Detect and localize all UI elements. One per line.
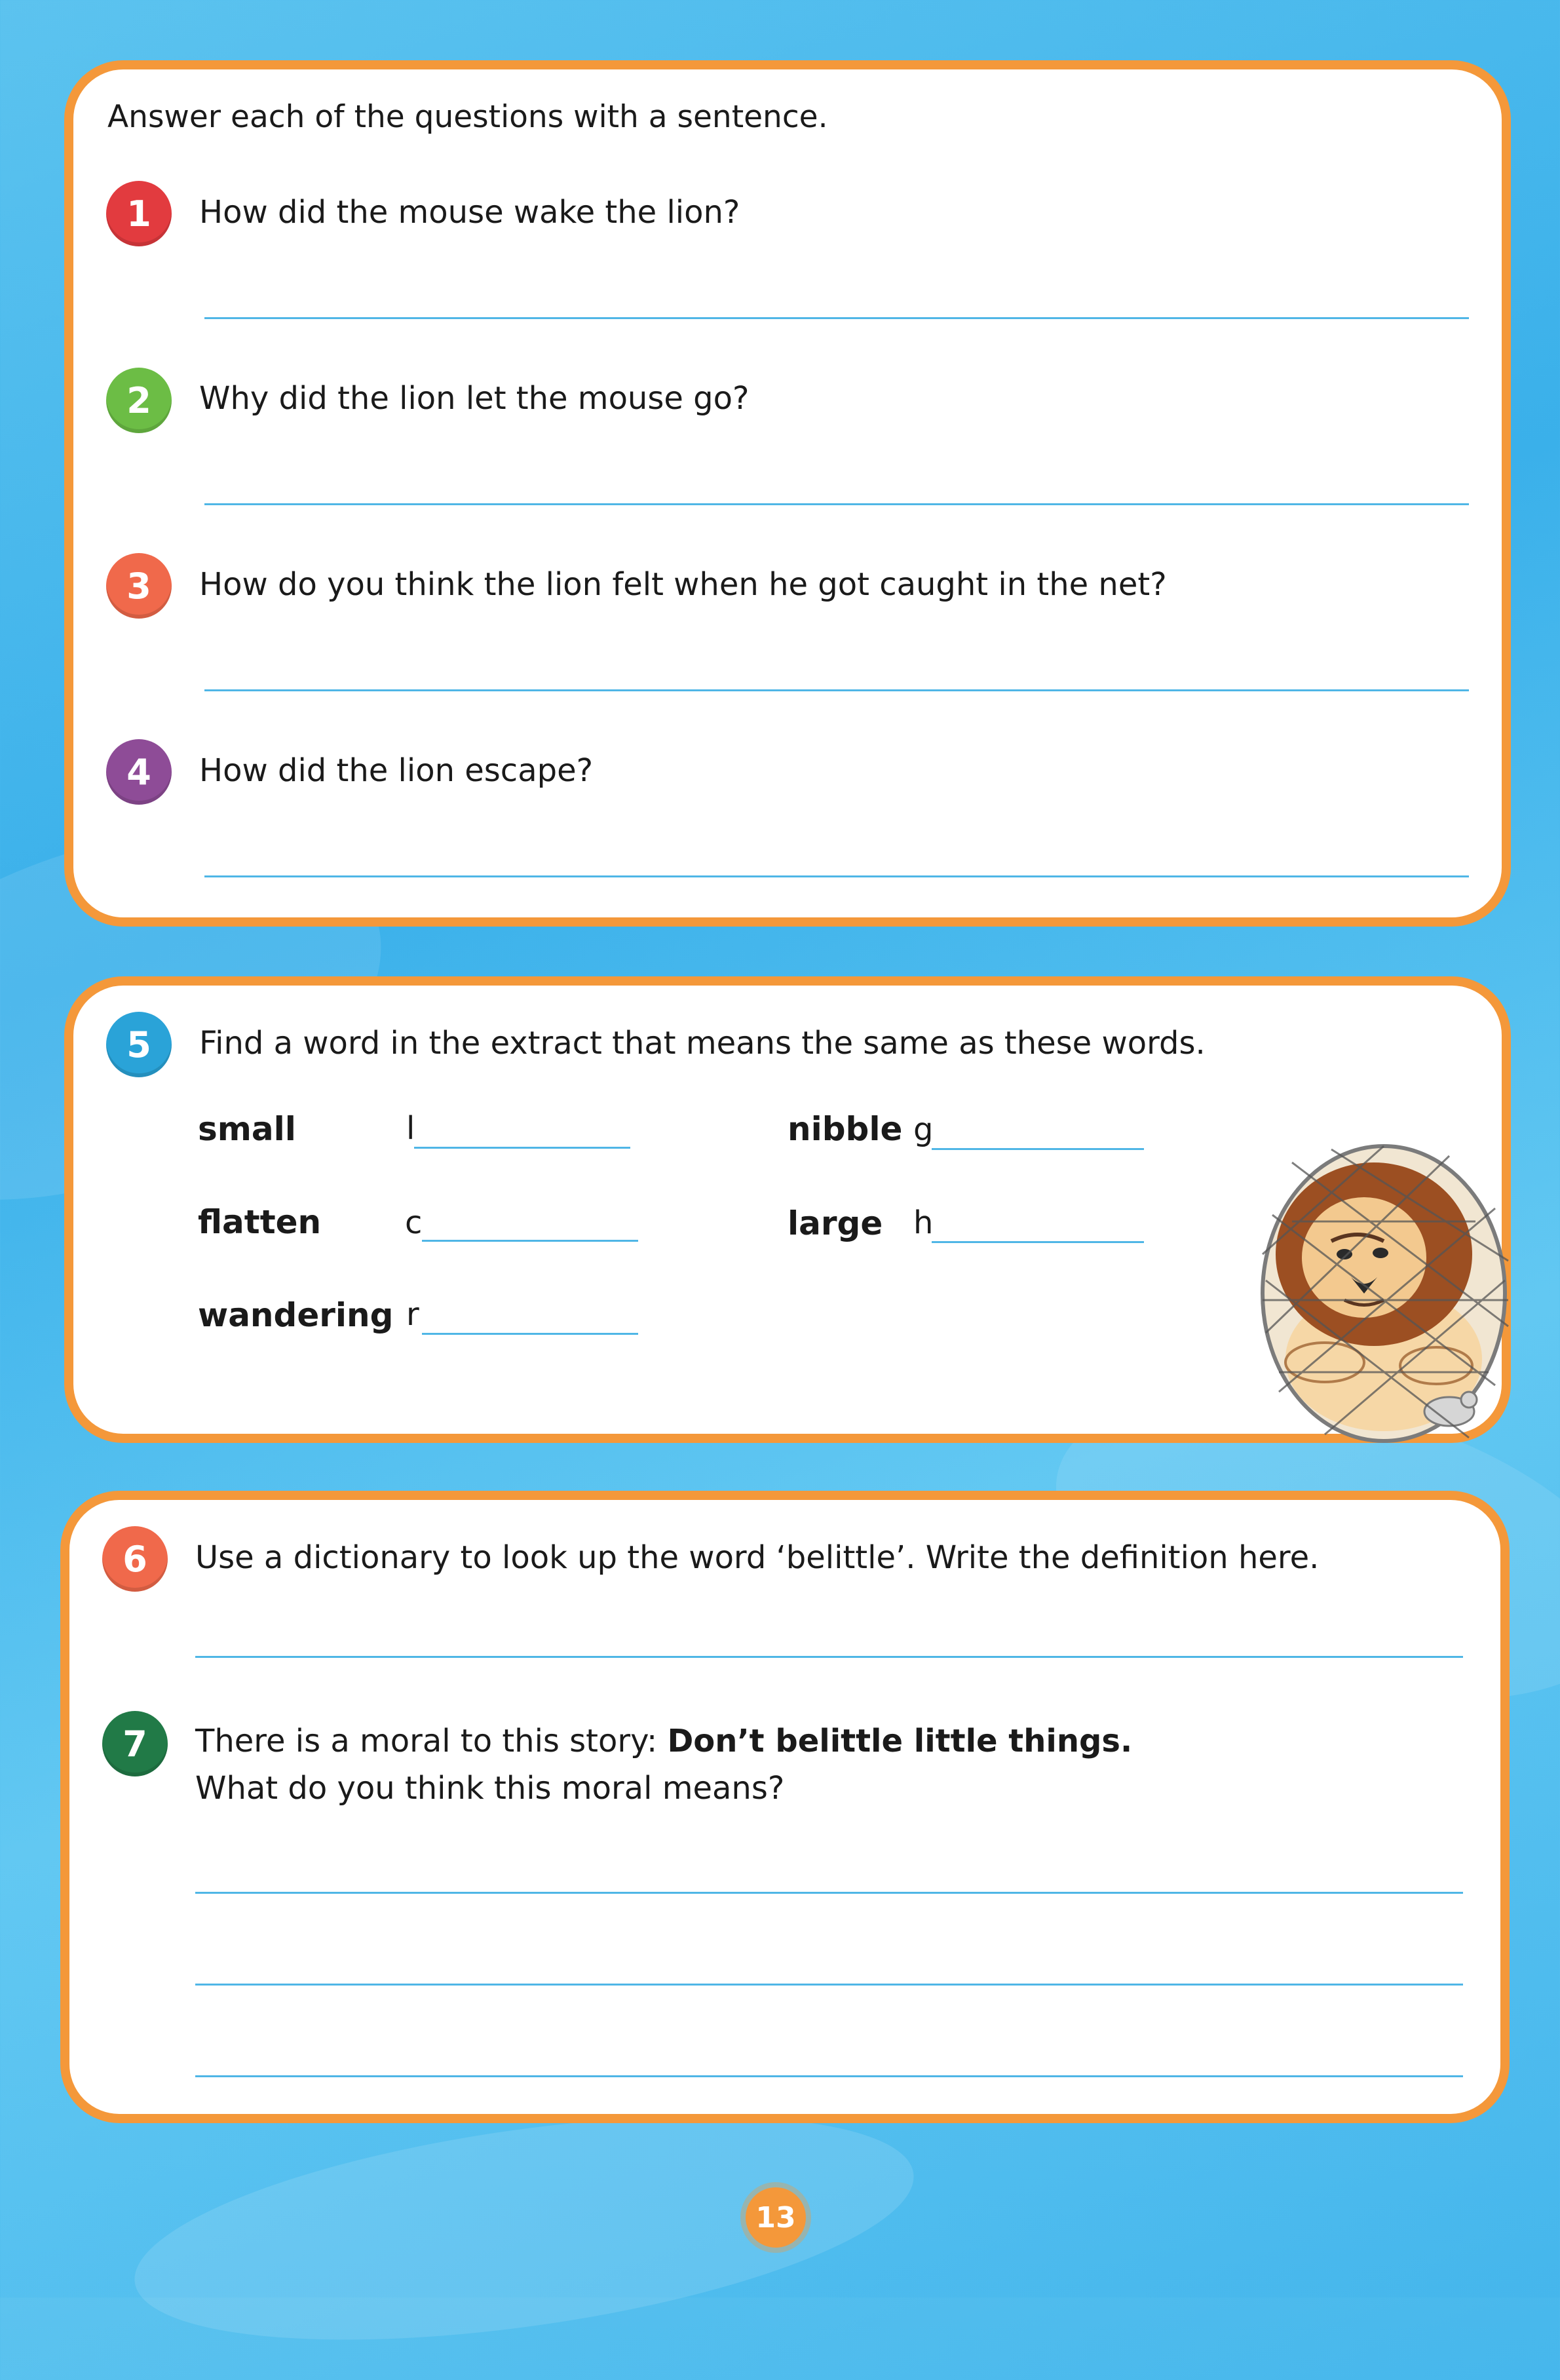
question-5-badge: 5: [106, 1012, 172, 1077]
answer-line-7c[interactable]: [195, 2075, 1463, 2077]
question-3-text: How do you think the lion felt when he got caught in the net?: [199, 566, 1167, 603]
answer-line-3[interactable]: [204, 689, 1469, 691]
questions-panel: [64, 60, 1511, 927]
question-4-badge: 4: [106, 739, 172, 805]
question-7-text: [195, 1718, 1132, 1812]
vocab-answer-line-large[interactable]: [932, 1241, 1144, 1243]
question-7-intro: There is a moral to this story:: [195, 1723, 668, 1759]
answer-line-1[interactable]: [204, 317, 1469, 319]
answer-line-4[interactable]: [204, 875, 1469, 877]
vocab-word-large: large: [788, 1204, 883, 1242]
question-6-badge: 6: [102, 1526, 168, 1592]
vocab-answer-line-flatten[interactable]: [422, 1240, 638, 1242]
question-7-line2: What do you think this moral means?: [195, 1770, 785, 1807]
vocab-word-nibble: nibble: [788, 1110, 903, 1148]
vocab-letter-flatten: c: [405, 1204, 423, 1241]
vocab-word-flatten: flatten: [198, 1203, 322, 1241]
question-1-text: How did the mouse wake the lion?: [199, 194, 740, 231]
instruction-text: Answer each of the questions with a sentence.: [107, 99, 828, 135]
answer-line-7a[interactable]: [195, 1892, 1463, 1894]
vocab-answer-line-wandering[interactable]: [422, 1333, 638, 1335]
vocab-answer-line-nibble[interactable]: [932, 1148, 1144, 1150]
definition-panel: [60, 1491, 1510, 2123]
question-5-text: Find a word in the extract that means the same as these words.: [199, 1025, 1206, 1062]
question-2-badge: 2: [106, 368, 172, 433]
answer-line-6[interactable]: [195, 1656, 1463, 1658]
vocab-letter-large: h: [913, 1204, 934, 1241]
vocab-letter-wandering: r: [406, 1296, 419, 1333]
question-2-text: Why did the lion let the mouse go?: [199, 380, 750, 417]
vocab-word-small: small: [198, 1110, 296, 1148]
question-7-badge: 7: [102, 1711, 168, 1776]
lion-in-net-icon: [1253, 1136, 1515, 1444]
vocab-letter-nibble: g: [913, 1111, 934, 1148]
vocab-answer-line-small[interactable]: [414, 1147, 630, 1149]
question-6-text: Use a dictionary to look up the word ‘belittle’. Write the definition here.: [195, 1539, 1320, 1576]
vocab-word-wandering: wandering: [198, 1296, 394, 1334]
question-4-text: How did the lion escape?: [199, 752, 594, 789]
answer-line-7b[interactable]: [195, 1984, 1463, 1986]
answer-line-2[interactable]: [204, 503, 1469, 505]
question-7-moral: Don’t belittle little things.: [667, 1723, 1133, 1759]
question-3-badge: 3: [106, 553, 172, 619]
page-number: 13: [746, 2187, 806, 2248]
question-1-badge: 1: [106, 181, 172, 246]
vocab-letter-small: l: [406, 1110, 415, 1147]
vocabulary-panel: [64, 976, 1511, 1443]
